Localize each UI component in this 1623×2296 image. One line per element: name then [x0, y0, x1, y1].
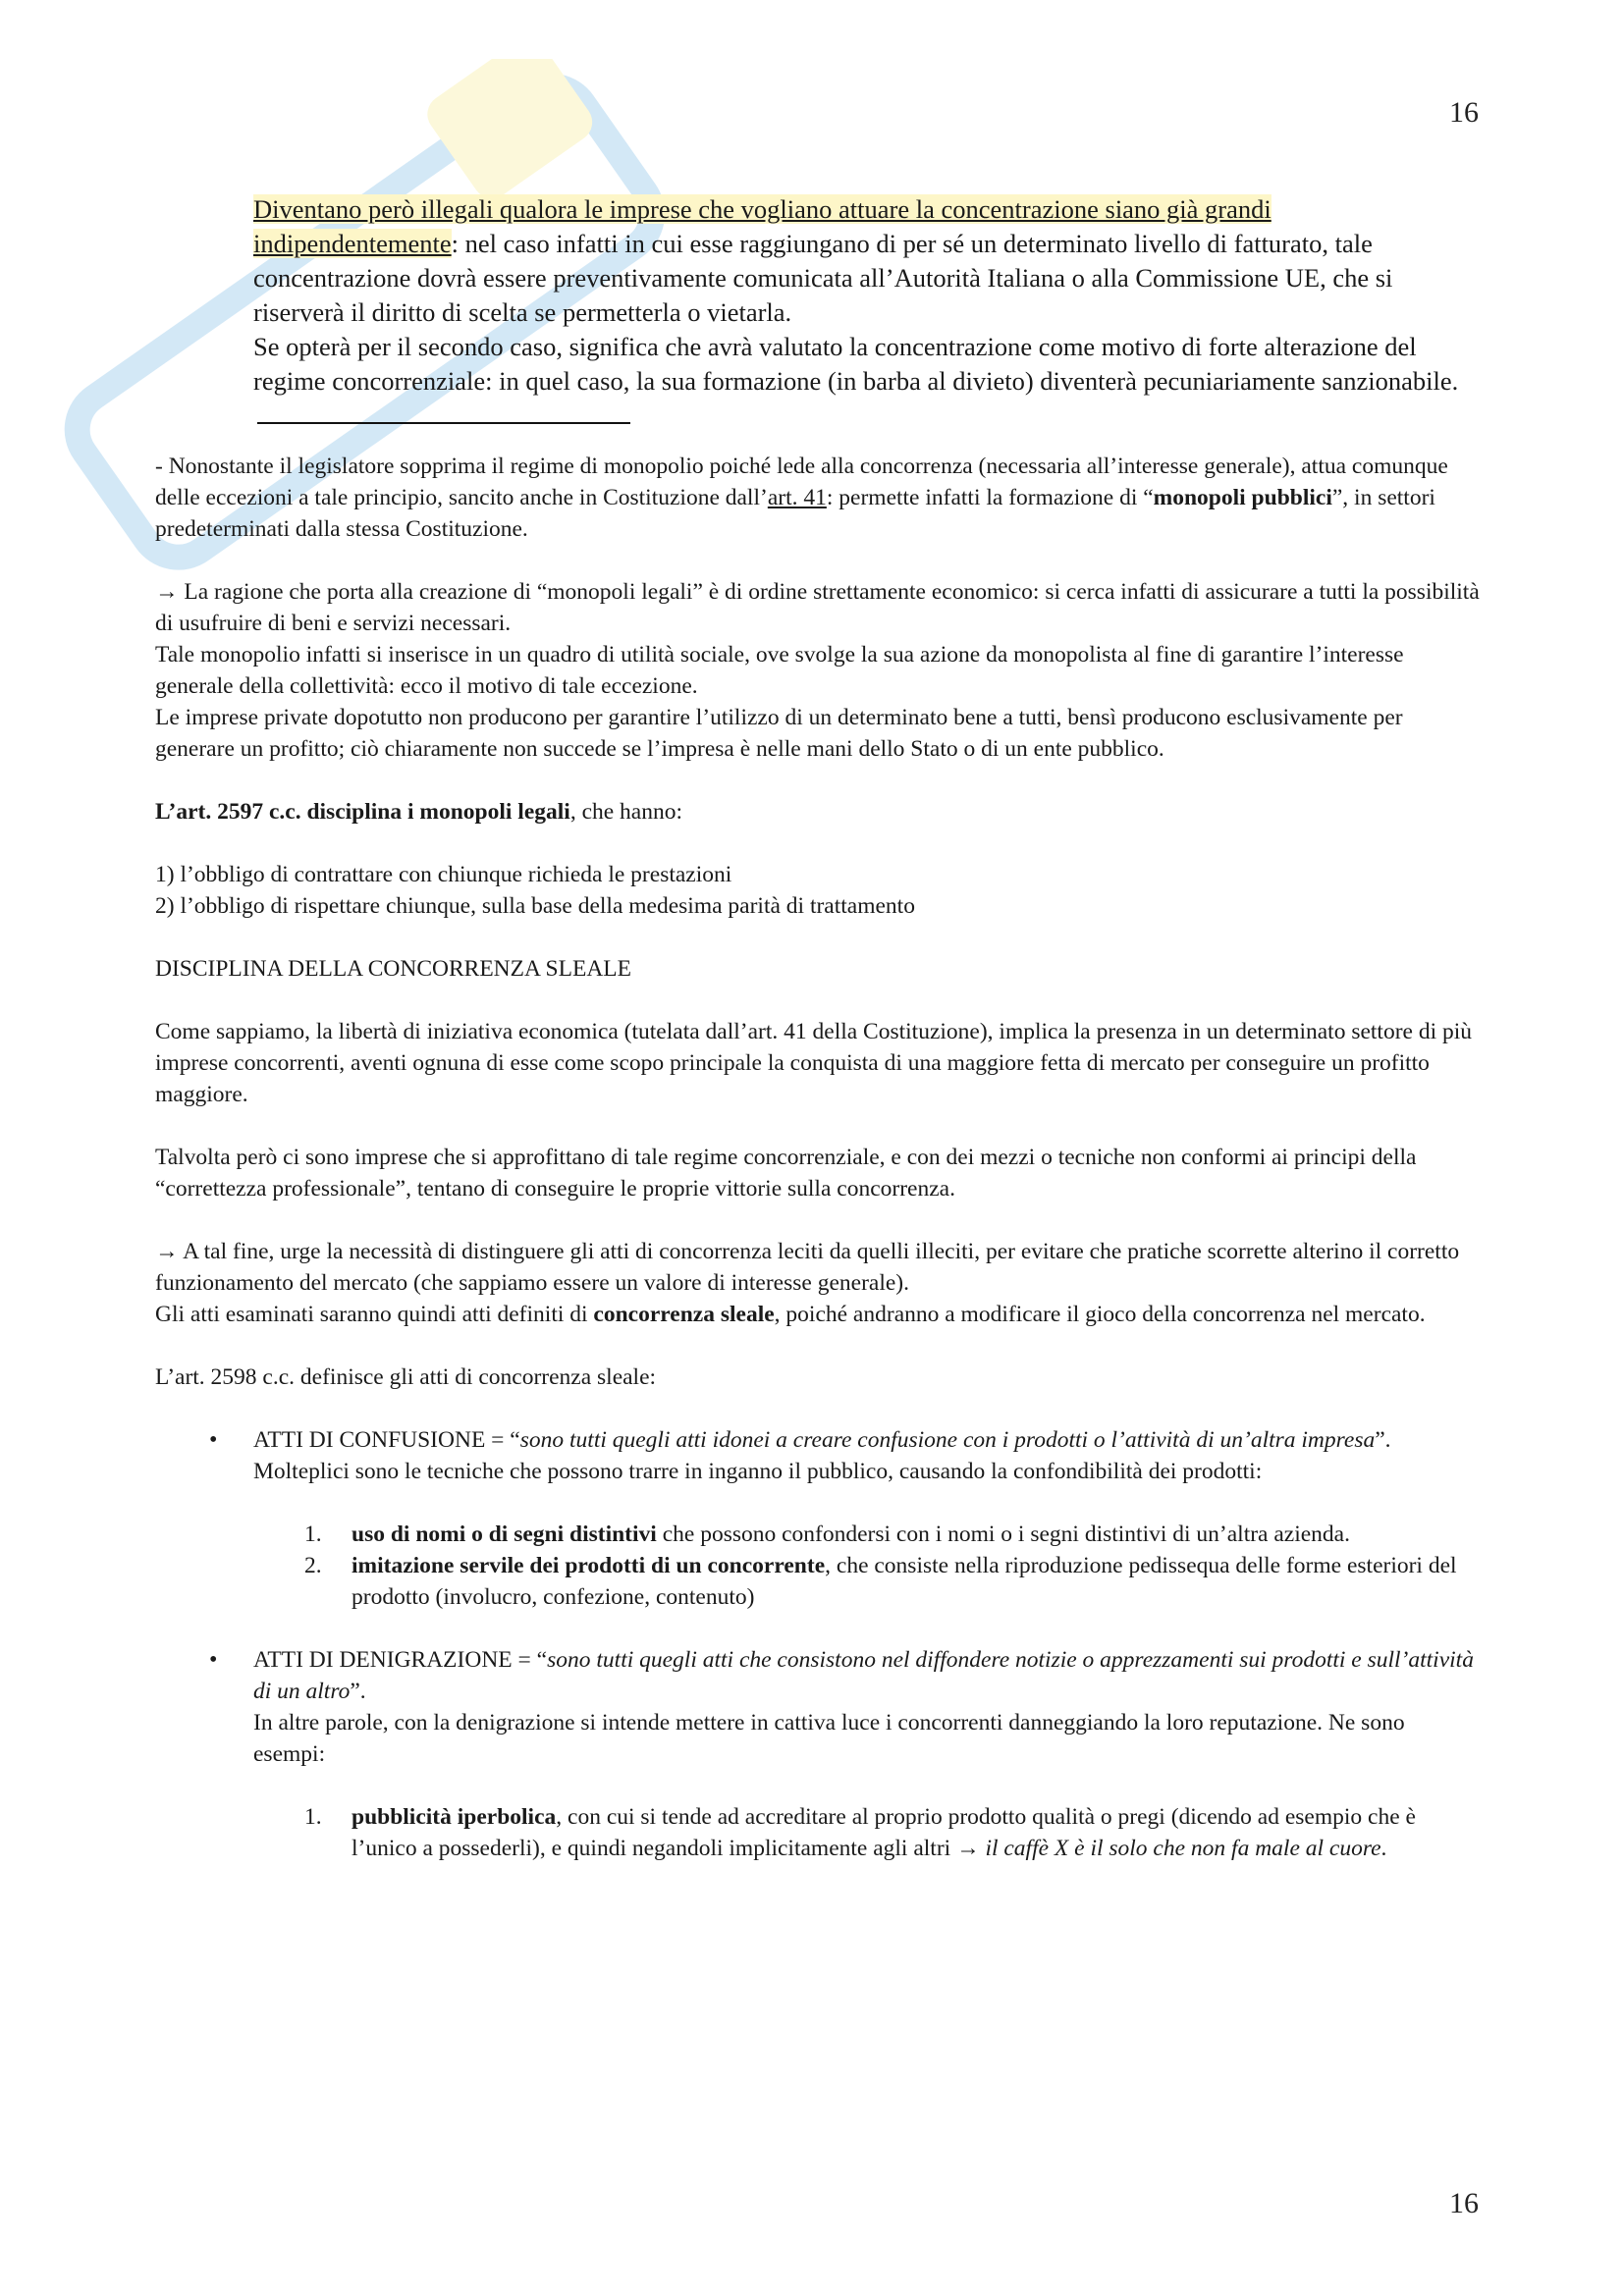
paragraph-art-2597: L’art. 2597 c.c. disciplina i monopoli legali, che hanno: [155, 799, 683, 825]
paragraph-art-2598: L’art. 2598 c.c. definisce gli atti di concorrenza sleale: [155, 1364, 657, 1390]
bullet-confusione: • ATTI DI CONFUSIONE = “sono tutti quegli atti idonei a creare confusione con i prodotti o l’attività di un’altra impresa”. Molteplici sono le tecniche che possono trarre in inganno il pubblico, causando la confondibilità dei prodotti: 1. uso di nomi o di segni distintivi che possono confondersi con i nomi o i segni distintivi di un’altra azienda. 2. imitazione servile dei prodotti di un concorrente, che consiste nella riproduzione pedissequa delle forme esteriori del prodotto (involucro, confezione, contenuto) [155, 1424, 1481, 1613]
list-item: 1) l’obbligo di contrattare con chiunque richieda le prestazioni [155, 862, 732, 887]
arrow-icon: → [155, 1239, 179, 1264]
bullet-denigrazione: • ATTI DI DENIGRAZIONE = “sono tutti quegli atti che consistono nel diffondere notizie o apprezzamenti sui prodotti e sull’attività di un altro”. In altre parole, con la denigrazione si intende mettere in cattiva luce i concorrenti danneggiando la loro reputazione. Ne sono esempi: 1. pubblicità iperbolica, con cui si tende ad accreditare al proprio prodotto qualità o pregi (dicendo ad esempio che è l’unico a possederli), e quindi negandoli implicitamente agli altri → il caffè X è il solo che non fa male al cuore. [155, 1644, 1481, 1864]
paragraph-sappiamo: Come sappiamo, la libertà di iniziativa economica (tutelata dall’art. 41 della Costituzione), implica la presenza in un determinato settore di più imprese concorrenti, aventi ognuna di esse come scopo principale la conquista di una maggiore fetta di mercato per conseguire un profitto maggiore. [155, 1019, 1473, 1107]
page-number-top: 16 [1449, 96, 1479, 129]
blank-underline [257, 421, 630, 424]
paragraph-talvolta: Talvolta però ci sono imprese che si approfittano di tale regime concorrenziale, e con dei mezzi o tecniche non conformi ai principi della “correttezza professionale”, tentano di conseguire le proprie vittorie sulla concorrenza. [155, 1145, 1417, 1201]
intro-text: : nel caso infatti in cui esse raggiungano di per sé un determinato livello di fatturato, tale concentrazione dovrà essere preventivamente comunicata all’Autorità Italiana o alla Commissione UE, che si riserverà il diritto di scelta se permetterla o vietarla. [253, 229, 1393, 327]
list-item: 1. pubblicità iperbolica, con cui si tende ad accreditare al proprio prodotto qualità o pregi (dicendo ad esempio che è l’unico a possederli), e quindi negandoli implicitamente agli altri → il caffè X è il solo che non fa male al cuore. [304, 1804, 1416, 1861]
intro-paragraph-2: Se opterà per il secondo caso, significa che avrà valutato la concentrazione come motivo di forte alterazione del regime concorrenziale: in quel caso, la sua formazione (in barba al divieto) diventerà pecuniariamente sanzionabile. [253, 330, 1471, 433]
bullet-icon: • [209, 1647, 218, 1673]
arrow-icon: → [956, 1836, 980, 1861]
paragraph-fine: → A tal fine, urge la necessità di distinguere gli atti di concorrenza leciti da quelli illeciti, per evitare che pratiche scorrette alterino il corretto funzionamento del mercato (che sappiamo essere un valore di interesse generale). Gli atti esaminati saranno quindi atti definiti di concorrenza sleale, poiché andranno a modificare il gioco della concorrenza nel mercato. [155, 1239, 1460, 1327]
page-number-bottom: 16 [1449, 2187, 1479, 2219]
paragraph-monopoli: - Nonostante il legislatore sopprima il regime di monopolio poiché lede alla concorrenza (necessaria all’interesse generale), attua comunque delle eccezioni a tale principio, sancito anche in Costituzione dall’art. 41: permette infatti la formazione di “monopoli pubblici”, in settori predeterminati dalla stessa Costituzione. [155, 454, 1448, 542]
underlined-text: Diventano però illegali qualora le imprese che vogliano attuare la concentrazione siano già grandi indipendentemente [253, 194, 1271, 258]
arrow-icon: → [155, 579, 179, 605]
body-text [155, 451, 1481, 1864]
section-heading: DISCIPLINA DELLA CONCORRENZA SLEALE [155, 956, 632, 982]
list-item: 2) l’obbligo di rispettare chiunque, sulla base della medesima parità di trattamento [155, 893, 915, 919]
page-content [155, 192, 1481, 1896]
art-41-link[interactable]: art. 41 [767, 485, 827, 510]
list-item: 1. uso di nomi o di segni distintivi che possono confondersi con i nomi o i segni distintivi di un’altra azienda. [304, 1522, 1350, 1547]
intro-block [253, 192, 1471, 433]
confusione-sublist [253, 1519, 1481, 1613]
list-item: 2. imitazione servile dei prodotti di un concorrente, che consiste nella riproduzione pedissequa delle forme esteriori del prodotto (involucro, confezione, contenuto) [304, 1553, 1457, 1610]
bullet-icon: • [209, 1427, 218, 1453]
paragraph-ragione: → La ragione che porta alla creazione di “monopoli legali” è di ordine strettamente economico: si cerca infatti di assicurare a tutti la possibilità di usufruire di beni e servizi necessari. Tale monopolio infatti si inserisce in un quadro di utilità sociale, ove svolge la sua azione da monopolista al fine di garantire l’interesse generale della collettività: ecco il motivo di tale eccezione. Le imprese private dopotutto non producono per garantire l’utilizzo di un determinato bene a tutti, bensì producono esclusivamente per generare un profitto; ciò chiaramente non succede se l’impresa è nelle mani dello Stato o di un ente pubblico. [155, 579, 1480, 762]
atti-list [155, 1424, 1481, 1864]
denigrazione-sublist [253, 1801, 1481, 1864]
intro-paragraph-1 [253, 192, 1471, 330]
obblighi-list [155, 859, 1481, 922]
